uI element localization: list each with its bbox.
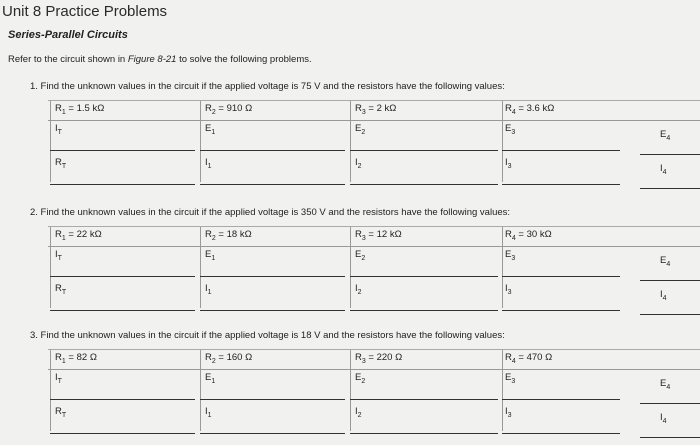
problem-2-answer-blank[interactable] xyxy=(502,276,620,277)
problem-3-answer-blank[interactable] xyxy=(200,399,345,400)
problem-1-column-line xyxy=(350,100,351,182)
problem-3-answer-blank[interactable] xyxy=(640,437,700,438)
problem-2-r4-value: $R_4 = 30$ kΩ xyxy=(505,229,552,242)
problem-1-answer-blank[interactable] xyxy=(200,184,345,185)
problem-3-answer-blank[interactable] xyxy=(502,433,620,434)
problem-3-it-label: $I_T$ xyxy=(55,372,62,385)
problem-3-column-line xyxy=(50,349,51,431)
problem-3-i2-label: $I_2$ xyxy=(355,406,362,419)
problem-1-resistor-line xyxy=(48,120,700,121)
problem-1-it-label: $I_T$ xyxy=(55,123,62,136)
problem-3-answer-blank[interactable] xyxy=(50,433,195,434)
doc-title: Unit 8 Practice Problems xyxy=(2,3,168,20)
problem-1-answer-blank[interactable] xyxy=(50,184,195,185)
problem-3-resistor-line xyxy=(48,369,700,370)
problem-1-r2-value: $R_2 = 910$ Ω xyxy=(205,103,253,116)
problem-1-r4-value: $R_4 = 3.6$ kΩ xyxy=(505,103,555,116)
figure-reference: Figure 8-21 xyxy=(127,54,177,65)
problem-3-e2-label: $E_2$ xyxy=(355,372,366,385)
problem-1-answer-blank[interactable] xyxy=(502,184,620,185)
problem-1-i4-label: $I_4$ xyxy=(660,163,667,176)
problem-3-e4-label: $E_4$ xyxy=(660,378,671,391)
problem-3-prompt: 3. Find the unknown values in the circuit if the applied voltage is 18 V and the resistors have the following values: xyxy=(30,330,505,341)
problem-2-answer-blank[interactable] xyxy=(350,276,498,277)
problem-2-answer-blank[interactable] xyxy=(640,280,700,281)
problem-1-column-line xyxy=(502,100,503,182)
problem-2-answer-blank[interactable] xyxy=(50,310,195,311)
problem-2-e2-label: $E_2$ xyxy=(355,249,366,262)
problem-2-answer-blank[interactable] xyxy=(502,310,620,311)
problem-3-i4-label: $I_4$ xyxy=(660,412,667,425)
problem-1-r3-value: $R_3 = 2$ kΩ xyxy=(355,103,397,116)
problem-3-answer-blank[interactable] xyxy=(350,399,498,400)
problem-3-answer-blank[interactable] xyxy=(640,403,700,404)
problem-3-r2-value: $R_2 = 160$ Ω xyxy=(205,352,253,365)
problem-3-column-line xyxy=(350,349,351,431)
problem-3-answer-blank[interactable] xyxy=(502,399,620,400)
problem-1-column-line xyxy=(50,100,51,182)
problem-1-grid xyxy=(0,100,700,188)
problem-1-e2-label: $E_2$ xyxy=(355,123,366,136)
problem-1-answer-blank[interactable] xyxy=(640,188,700,189)
problem-2-rt-label: $R_T$ xyxy=(55,283,67,296)
problem-3-r4-value: $R_4 = 470$ Ω xyxy=(505,352,553,365)
problem-2-r2-value: $R_2 = 18$ kΩ xyxy=(205,229,252,242)
problem-1-e1-label: $E_1$ xyxy=(205,123,216,136)
problem-1-e3-label: $E_3$ xyxy=(505,123,516,136)
problem-1-prompt: 1. Find the unknown values in the circuit if the applied voltage is 75 V and the resistors have the following values: xyxy=(30,81,505,92)
problem-3-answer-blank[interactable] xyxy=(200,433,345,434)
problem-2-column-line xyxy=(350,226,351,308)
problem-3-top-line xyxy=(48,349,700,350)
problem-2-i2-label: $I_2$ xyxy=(355,283,362,296)
problem-2-answer-blank[interactable] xyxy=(640,314,700,315)
problem-1-answer-blank[interactable] xyxy=(502,150,620,151)
problem-2-column-line xyxy=(502,226,503,308)
problem-2-i1-label: $I_1$ xyxy=(205,283,212,296)
problem-1-answer-blank[interactable] xyxy=(50,150,195,151)
intro-text: Refer to the circuit shown in Figure 8-21 to solve the following problems. xyxy=(8,54,312,65)
problem-3-r3-value: $R_3 = 220$ Ω xyxy=(355,352,403,365)
problem-1-i2-label: $I_2$ xyxy=(355,157,362,170)
problem-2-it-label: $I_T$ xyxy=(55,249,62,262)
problem-1-top-line xyxy=(48,100,700,101)
problem-2-e3-label: $E_3$ xyxy=(505,249,516,262)
section-title: Series-Parallel Circuits xyxy=(8,29,128,41)
problem-1-r1-value: $R_1 = 1.5$ kΩ xyxy=(55,103,105,116)
problem-1-answer-blank[interactable] xyxy=(200,150,345,151)
problem-2-prompt: 2. Find the unknown values in the circuit if the applied voltage is 350 V and the resistors have the following values: xyxy=(30,207,511,218)
problem-3-e3-label: $E_3$ xyxy=(505,372,516,385)
problem-2-r3-value: $R_3 = 12$ kΩ xyxy=(355,229,402,242)
problem-2-grid xyxy=(0,226,700,314)
problem-2-answer-blank[interactable] xyxy=(200,276,345,277)
problem-2-i4-label: $I_4$ xyxy=(660,289,667,302)
problem-2-top-line xyxy=(48,226,700,227)
problem-2-answer-blank[interactable] xyxy=(200,310,345,311)
problem-1-i3-label: $I_3$ xyxy=(505,157,512,170)
problem-2-resistor-line xyxy=(48,246,700,247)
problem-1-rt-label: $R_T$ xyxy=(55,157,67,170)
problem-2-column-line xyxy=(50,226,51,308)
problem-1-e4-label: $E_4$ xyxy=(660,129,671,142)
problem-2-answer-blank[interactable] xyxy=(50,276,195,277)
problem-3-i1-label: $I_1$ xyxy=(205,406,212,419)
problem-2-i3-label: $I_3$ xyxy=(505,283,512,296)
problem-2-answer-blank[interactable] xyxy=(350,310,498,311)
problem-3-column-line xyxy=(200,349,201,431)
problem-3-i3-label: $I_3$ xyxy=(505,406,512,419)
problem-3-answer-blank[interactable] xyxy=(350,433,498,434)
problem-3-answer-blank[interactable] xyxy=(50,399,195,400)
problem-3-r1-value: $R_1 = 82$ Ω xyxy=(55,352,97,365)
problem-3-column-line xyxy=(502,349,503,431)
problem-2-e4-label: $E_4$ xyxy=(660,255,671,268)
problem-3-e1-label: $E_1$ xyxy=(205,372,216,385)
problem-1-answer-blank[interactable] xyxy=(350,184,498,185)
problem-1-answer-blank[interactable] xyxy=(350,150,498,151)
problem-1-answer-blank[interactable] xyxy=(640,154,700,155)
problem-1-column-line xyxy=(200,100,201,182)
problem-1-i1-label: $I_1$ xyxy=(205,157,212,170)
problem-3-grid xyxy=(0,349,700,437)
problem-2-r1-value: $R_1 = 22$ kΩ xyxy=(55,229,102,242)
problem-3-rt-label: $R_T$ xyxy=(55,406,67,419)
problem-2-e1-label: $E_1$ xyxy=(205,249,216,262)
problem-2-column-line xyxy=(200,226,201,308)
